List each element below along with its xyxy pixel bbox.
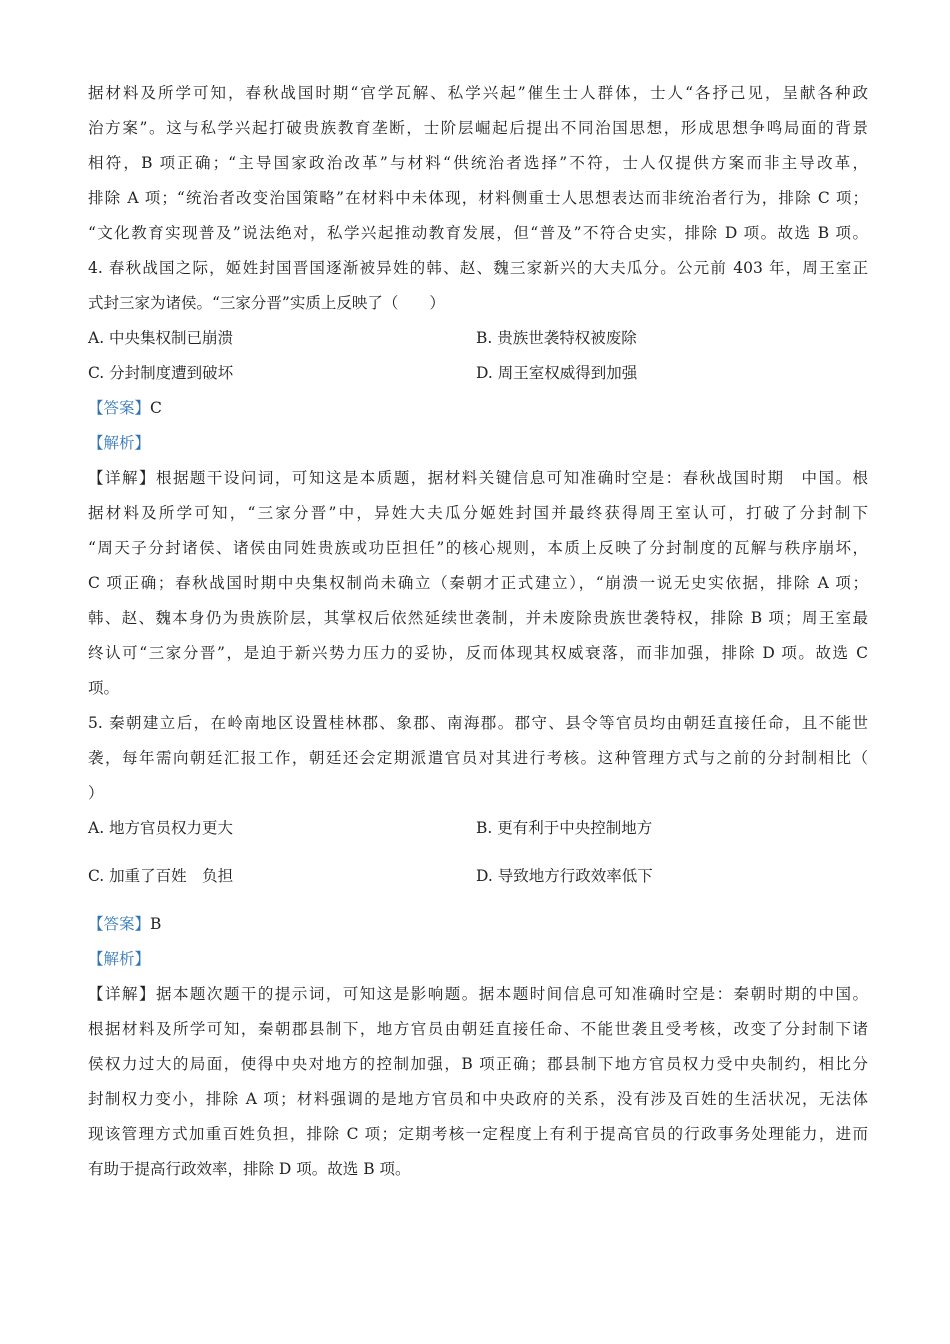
text-line: 治方案”。这与私学兴起打破贵族教育垄断，士阶层崛起后提出不同治国思想，形成思想争鸣局面的背景 <box>88 119 868 137</box>
answer-line <box>88 909 868 944</box>
options-row <box>88 358 868 393</box>
option-b: B. 贵族世袭特权被废除 <box>476 329 637 347</box>
text-line: 根据材料及所学可知，秦朝郡县制下，地方官员由朝廷直接任命、不能世袭且受考核，改变了分封制下诸 <box>88 1020 868 1038</box>
text-line: 排除 A 项；“统治者改变治国策略”在材料中未体现，材料侧重士人思想表达而非统治者行为，排除 C 项； <box>88 189 868 207</box>
text-line: 终认可“三家分晋”，是迫于新兴势力压力的妥协，反而体现其权威衰落，而非加强，排除 D 项。故选 C <box>88 644 868 662</box>
question-stem-line: 式封三家为诸侯。“三家分晋”实质上反映了（ ） <box>88 294 445 312</box>
prev-explanation <box>88 78 868 253</box>
text-line: “文化教育实现普及”说法绝对，私学兴起推动教育发展，但“普及”不符合史实，排除 D 项。故选 B 项。 <box>88 224 868 242</box>
question-4 <box>88 253 868 708</box>
option-c: C. 加重了百姓 负担 <box>88 867 234 885</box>
detail-text: 据本题次题干的提示词，可知这是影响题。据本题时间信息可知准确时空是：秦朝时期的中国。 <box>155 985 868 1003</box>
question-stem-line: 5. 秦朝建立后，在岭南地区设置桂林郡、象郡、南海郡。郡守、县令等官员均由朝廷直接任命，且不能世 <box>88 714 868 732</box>
analysis-line <box>88 944 868 979</box>
text-line: 据材料及所学可知，春秋战国时期“官学瓦解、私学兴起”催生士人群体，士人“各抒己见，呈献各种政 <box>88 84 868 102</box>
options-row <box>88 813 868 861</box>
text-line: 有助于提高行政效率，排除 D 项。故选 B 项。 <box>88 1160 411 1178</box>
answer-value: C <box>150 399 162 417</box>
question-5 <box>88 708 868 1189</box>
text-line: 封制权力变小，排除 A 项；材料强调的是地方官员和中央政府的关系，没有涉及百姓的生活状况，无法体 <box>88 1090 868 1108</box>
option-a: A. 中央集权制已崩溃 <box>88 329 234 347</box>
option-b: B. 更有利于中央控制地方 <box>476 819 653 837</box>
text-line: 项。 <box>88 679 120 697</box>
option-c: C. 分封制度遭到破坏 <box>88 364 234 382</box>
text-line: 据材料及所学可知，“三家分晋”中，异姓大夫瓜分姬姓封国并最终获得周王室认可，打破了分封制下 <box>88 504 868 522</box>
analysis-line <box>88 428 868 463</box>
question-stem-line: 袭，每年需向朝廷汇报工作，朝廷还会定期派遣官员对其进行考核。这种管理方式与之前的分封制相比（ <box>88 749 868 767</box>
text-line: 相符，B 项正确；“主导国家政治改革”与材料“供统治者选择”不符，士人仅提供方案而非主导改革， <box>88 154 868 172</box>
answer-tag: 【答案】 <box>88 915 151 933</box>
detail-line <box>88 979 868 1014</box>
text-line: 韩、赵、魏本身仍为贵族阶层，其掌权后依然延续世袭制，并未废除贵族世袭特权，排除 B 项；周王室最 <box>88 609 868 627</box>
options-row <box>88 861 868 909</box>
analysis-tag: 【解析】 <box>88 950 151 968</box>
detail-tag: 【详解】 <box>88 985 156 1003</box>
option-a: A. 地方官员权力更大 <box>88 819 234 837</box>
text-line: 侯权力过大的局面，使得中央对地方的控制加强，B 项正确；郡县制下地方官员权力受中央制约，相比分 <box>88 1055 868 1073</box>
detail-line <box>88 463 868 498</box>
detail-text: 根据题干设问词，可知这是本质题，据材料关键信息可知准确时空是：春秋战国时期 中国。根 <box>155 469 868 487</box>
option-d: D. 导致地方行政效率低下 <box>476 867 653 885</box>
option-d: D. 周王室权威得到加强 <box>476 364 638 382</box>
question-stem-line: 4. 春秋战国之际，姬姓封国晋国逐渐被异姓的韩、赵、魏三家新兴的大夫瓜分。公元前 403 年，周王室正 <box>88 259 868 277</box>
document-page <box>88 78 868 1189</box>
options-row <box>88 323 868 358</box>
text-line: 现该管理方式加重百姓负担，排除 C 项；定期考核一定程度上有利于提高官员的行政事务处理能力，进而 <box>88 1125 868 1143</box>
answer-tag: 【答案】 <box>88 399 151 417</box>
text-line: C 项正确；春秋战国时期中央集权制尚未确立（秦朝才正式建立），“崩溃一说无史实依据，排除 A 项； <box>88 574 868 592</box>
analysis-tag: 【解析】 <box>88 434 151 452</box>
detail-tag: 【详解】 <box>88 469 156 487</box>
answer-line <box>88 393 868 428</box>
question-stem-line: ） <box>88 784 104 802</box>
text-line: “周天子分封诸侯、诸侯由同姓贵族或功臣担任”的核心规则，本质上反映了分封制度的瓦解与秩序崩坏， <box>88 539 868 557</box>
answer-value: B <box>150 915 162 933</box>
